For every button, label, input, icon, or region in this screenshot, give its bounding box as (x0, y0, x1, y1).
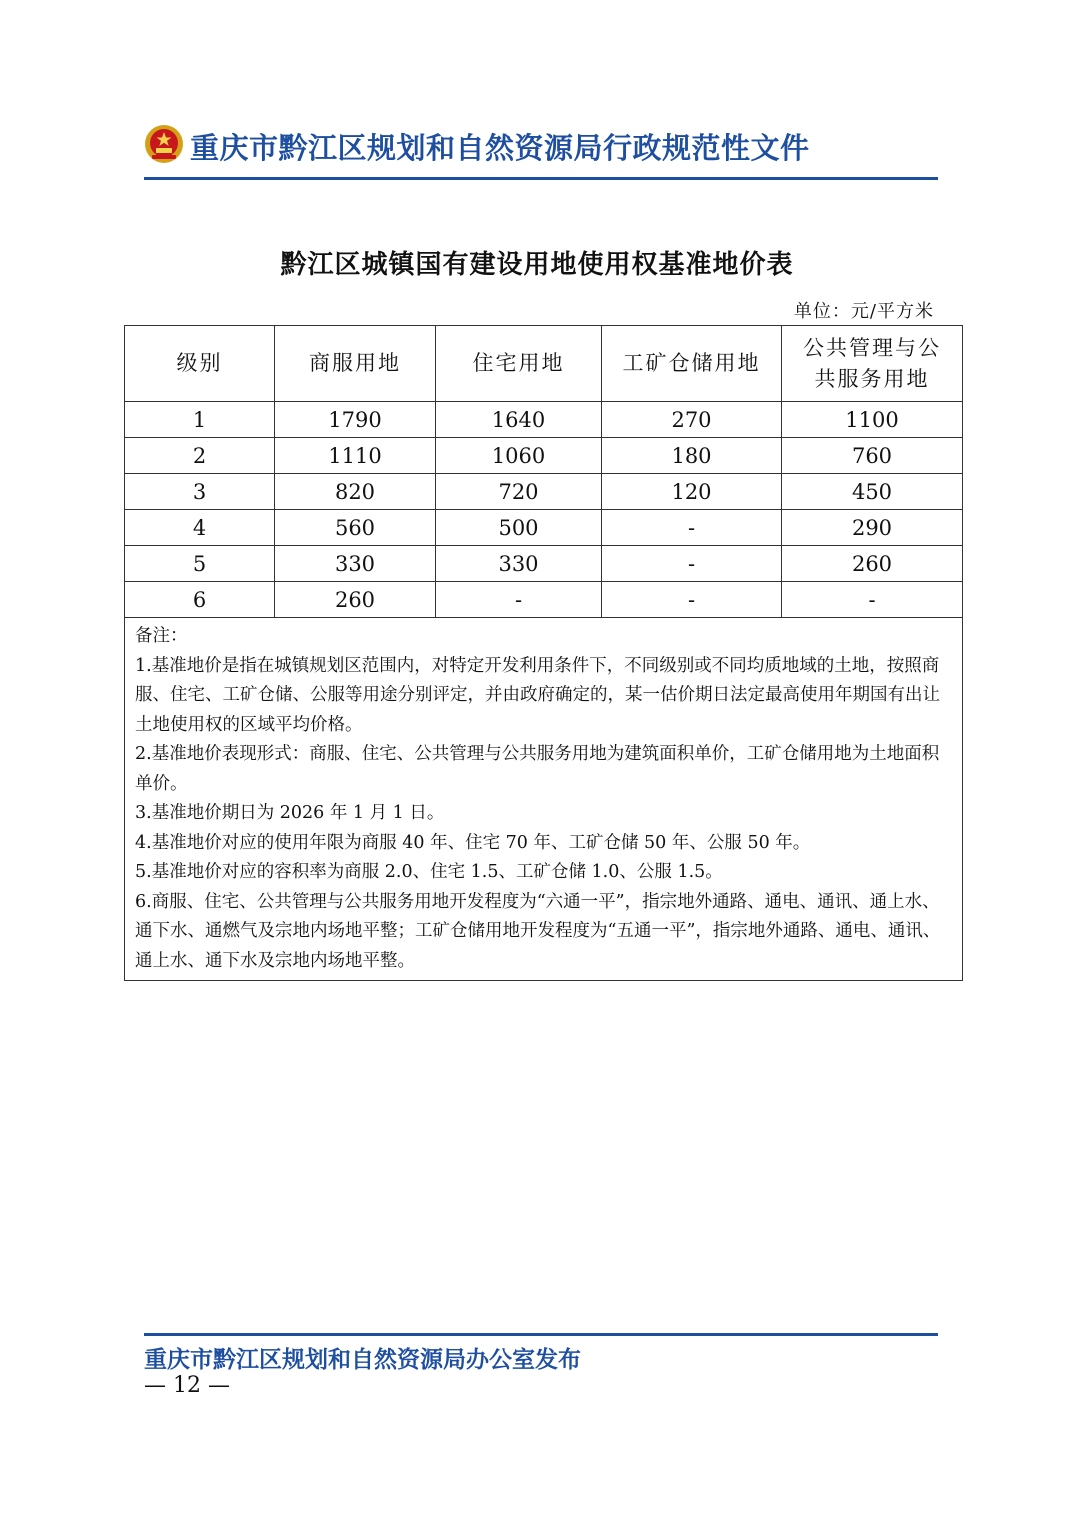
note-item: 1.基准地价是指在城镇规划区范围内，对特定开发利用条件下，不同级别或不同均质地域的土地，按照商服、住宅、工矿仓储、公服等用途分别评定，并由政府确定的，某一估价期日法定最高使用年期国有出让土地使用权的区域平均价格。 (135, 655, 940, 735)
land-price-table (124, 325, 963, 981)
national-emblem-icon (144, 124, 184, 164)
table-cell: 270 (602, 402, 782, 438)
table-cell: - (782, 582, 963, 618)
table-row (125, 510, 963, 546)
table-cell: 4 (125, 510, 275, 546)
notes-row (125, 618, 963, 981)
table-header-row (125, 326, 963, 402)
footer-divider (144, 1333, 938, 1336)
table-cell: - (602, 510, 782, 546)
table-cell: 1110 (275, 438, 436, 474)
table-cell: 330 (275, 546, 436, 582)
table-cell: 330 (436, 546, 602, 582)
table-row (125, 402, 963, 438)
table-cell: 1060 (436, 438, 602, 474)
note-item: 3.基准地价期日为 2026 年 1 月 1 日。 (135, 803, 445, 823)
page-number: — 12 — (144, 1373, 230, 1398)
table-cell: 1 (125, 402, 275, 438)
table-cell: 1640 (436, 402, 602, 438)
header-title: 重庆市黔江区规划和自然资源局行政规范性文件 (190, 131, 810, 165)
table-cell: 720 (436, 474, 602, 510)
note-item: 2.基准地价表现形式：商服、住宅、公共管理与公共服务用地为建筑面积单价，工矿仓储用地为土地面积单价。 (135, 744, 940, 794)
column-header: 商服用地 (275, 326, 436, 402)
notes-label: 备注： (135, 626, 188, 646)
table-cell: 820 (275, 474, 436, 510)
table-cell: - (602, 546, 782, 582)
document-title: 黔江区城镇国有建设用地使用权基准地价表 (280, 250, 794, 280)
header-divider (144, 177, 938, 180)
table-cell: 2 (125, 438, 275, 474)
table-row (125, 438, 963, 474)
note-item: 4.基准地价对应的使用年限为商服 40 年、住宅 70 年、工矿仓储 50 年、公服 50 年。 (135, 832, 811, 853)
table-cell: 1790 (275, 402, 436, 438)
table-cell: 180 (602, 438, 782, 474)
table-row (125, 474, 963, 510)
document-header (144, 122, 938, 180)
column-header: 工矿仓储用地 (602, 326, 782, 402)
table-cell: 5 (125, 546, 275, 582)
table-cell: 260 (782, 546, 963, 582)
table-cell: 560 (275, 510, 436, 546)
table-cell: 500 (436, 510, 602, 546)
notes-cell (125, 618, 963, 981)
table-cell: - (602, 582, 782, 618)
table-cell: 1100 (782, 402, 963, 438)
column-header: 住宅用地 (436, 326, 602, 402)
note-item: 5.基准地价对应的容积率为商服 2.0、住宅 1.5、工矿仓储 1.0、公服 1.5。 (135, 862, 723, 882)
table-cell: 760 (782, 438, 963, 474)
unit-label: 单位：元/平方米 (793, 301, 934, 322)
table-cell: 3 (125, 474, 275, 510)
column-header: 级别 (125, 326, 275, 402)
table-cell: 260 (275, 582, 436, 618)
footer-publisher: 重庆市黔江区规划和自然资源局办公室发布 (144, 1347, 581, 1373)
table-cell: - (436, 582, 602, 618)
table-row (125, 546, 963, 582)
table-cell: 290 (782, 510, 963, 546)
table-cell: 6 (125, 582, 275, 618)
note-item: 6.商服、住宅、公共管理与公共服务用地开发程度为“六通一平”，指宗地外通路、通电、通讯、通上水、通下水、通燃气及宗地内场地平整；工矿仓储用地开发程度为“五通一平”，指宗地外通路、通电、通讯、通上水、通下水及宗地内场地平整。 (135, 891, 941, 971)
table-cell: 120 (602, 474, 782, 510)
column-header: 公共管理与公共服务用地 (782, 326, 963, 402)
table-cell: 450 (782, 474, 963, 510)
table-row (125, 582, 963, 618)
